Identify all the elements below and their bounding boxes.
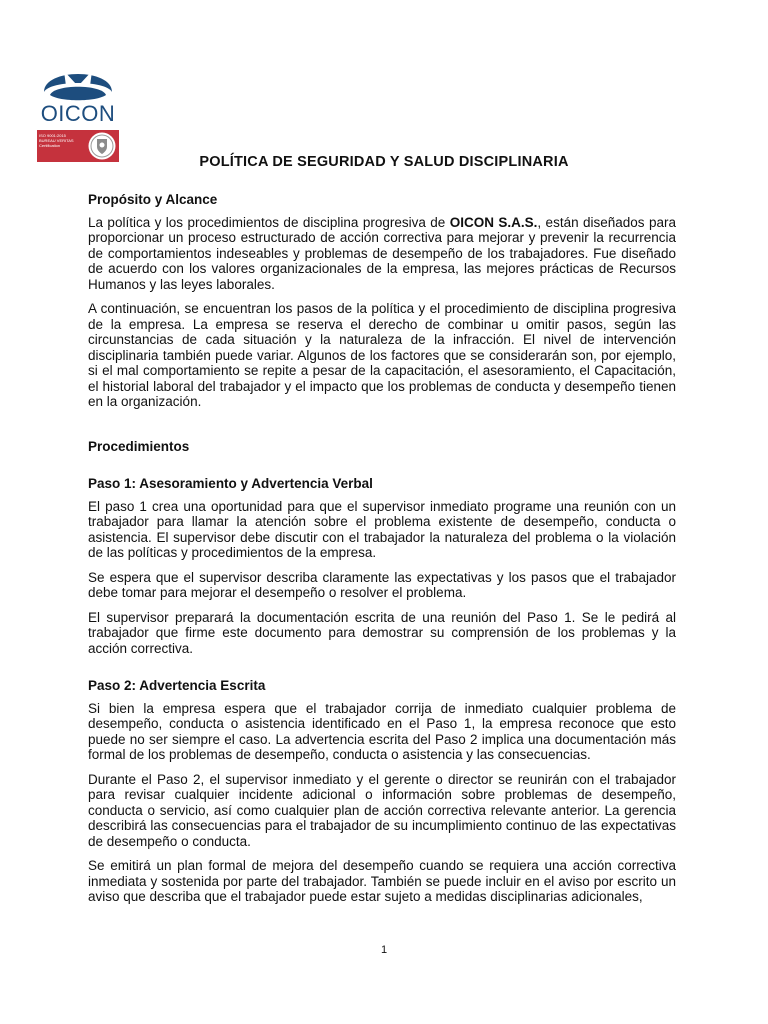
heading-proposito: Propósito y Alcance: [88, 192, 218, 207]
paragraph-paso1-2: Se espera que el supervisor describa claramente las expectativas y los pasos que el trabajador debe tomar para mejorar el desempeño o resolver el problema.: [88, 569, 676, 600]
p1-text-pre: La política y los procedimientos de disciplina progresiva de: [88, 214, 450, 230]
cert-line-3: Certification: [39, 143, 61, 149]
paragraph-paso1-1: El paso 1 crea una oportunidad para que el supervisor inmediato programe una reunión con un trabajador para llamar la atención sobre el problema existente de desempeño, conducta o asistencia. El supervisor debe discutir con el trabajador la naturaleza del problema o la violación de las políticas y procedimientos de la empresa.: [88, 498, 676, 560]
cert-text: [39, 133, 83, 149]
paragraph-proposito-2: A continuación, se encuentran los pasos de la política y el procedimiento de disciplina progresiva de la empresa. La empresa se reserva el derecho de combinar u omitir pasos, según las circunstancias de cada situación y la naturaleza de la infracción. El nivel de intervención disciplinaria también puede variar. Algunos de los factores que se considerarán son, por ejemplo, si el mal comportamiento se repite a pesar de la capacitación, el asesoramiento, el Capacitación, el historial laboral del trabajador y el impacto que los problemas de conducta y desempeño tienen en la organización.: [88, 301, 676, 409]
paragraph-paso1-3: El supervisor preparará la documentación escrita de una reunión del Paso 1. Se le pedirá al trabajador que firme este documento para demostrar su comprensión de los problemas y la acción correctiva.: [88, 609, 676, 656]
heading-paso-2: Paso 2: Advertencia Escrita: [88, 678, 266, 693]
heading-paso-1: Paso 1: Asesoramiento y Advertencia Verbal: [88, 476, 373, 491]
paragraph-paso2-1: Si bien la empresa espera que el trabajador corrija de inmediato cualquier problema de desempeño, conducta o asistencia identificado en el Paso 1, la empresa reconoce que esto puede no ser siempre el caso. La advertencia escrita del Paso 2 implica una documentación más formal de los problemas de desempeño, conducta o asistencia y las consecuencias.: [88, 700, 676, 762]
document-body: [88, 192, 676, 905]
document-title: POLÍTICA DE SEGURIDAD Y SALUD DISCIPLINARIA: [199, 154, 569, 170]
page-number: 1: [380, 944, 388, 956]
heading-procedimientos: Procedimientos: [88, 438, 190, 454]
cert-line-2: BUREAU VERITAS: [39, 138, 74, 144]
cert-line-1: ISO 9001:2015: [39, 133, 66, 138]
logo-brand-text: OICON: [40, 101, 116, 126]
p1-text-post: , están diseñados para proporcionar un proceso estructurado de acción correctiva para mejorar y prevenir la recurrencia de comportamientos indeseables y problemas de desempeño de los trabajadores. Fue diseñado de acuerdo con los valores organizacionales de la empresa, las mejores prácticas de Recursos Humanos y las leyes laborales.: [88, 214, 676, 292]
paragraph-paso2-2: Durante el Paso 2, el supervisor inmediato y el gerente o director se reunirán con el trabajador para revisar cualquier incidente adicional o información sobre problemas de desempeño, conducta o servicio, así como cualquier plan de acción correctiva relevante anterior. La gerencia describirá las consecuencias para el trabajador de su incumplimiento continuo de las expectativas de desempeño o conducta.: [88, 771, 676, 849]
paragraph-paso2-3: Se emitirá un plan formal de mejora del desempeño cuando se requiera una acción correctiva inmediata y sostenida por parte del trabajador. También se puede incluir en el aviso por escrito un aviso que describa que el trabajador puede estar sujeto a medidas disciplinarias adicionales,: [88, 858, 676, 904]
paragraph-proposito-1: [88, 215, 676, 293]
company-name: OICON S.A.S.: [449, 214, 538, 230]
